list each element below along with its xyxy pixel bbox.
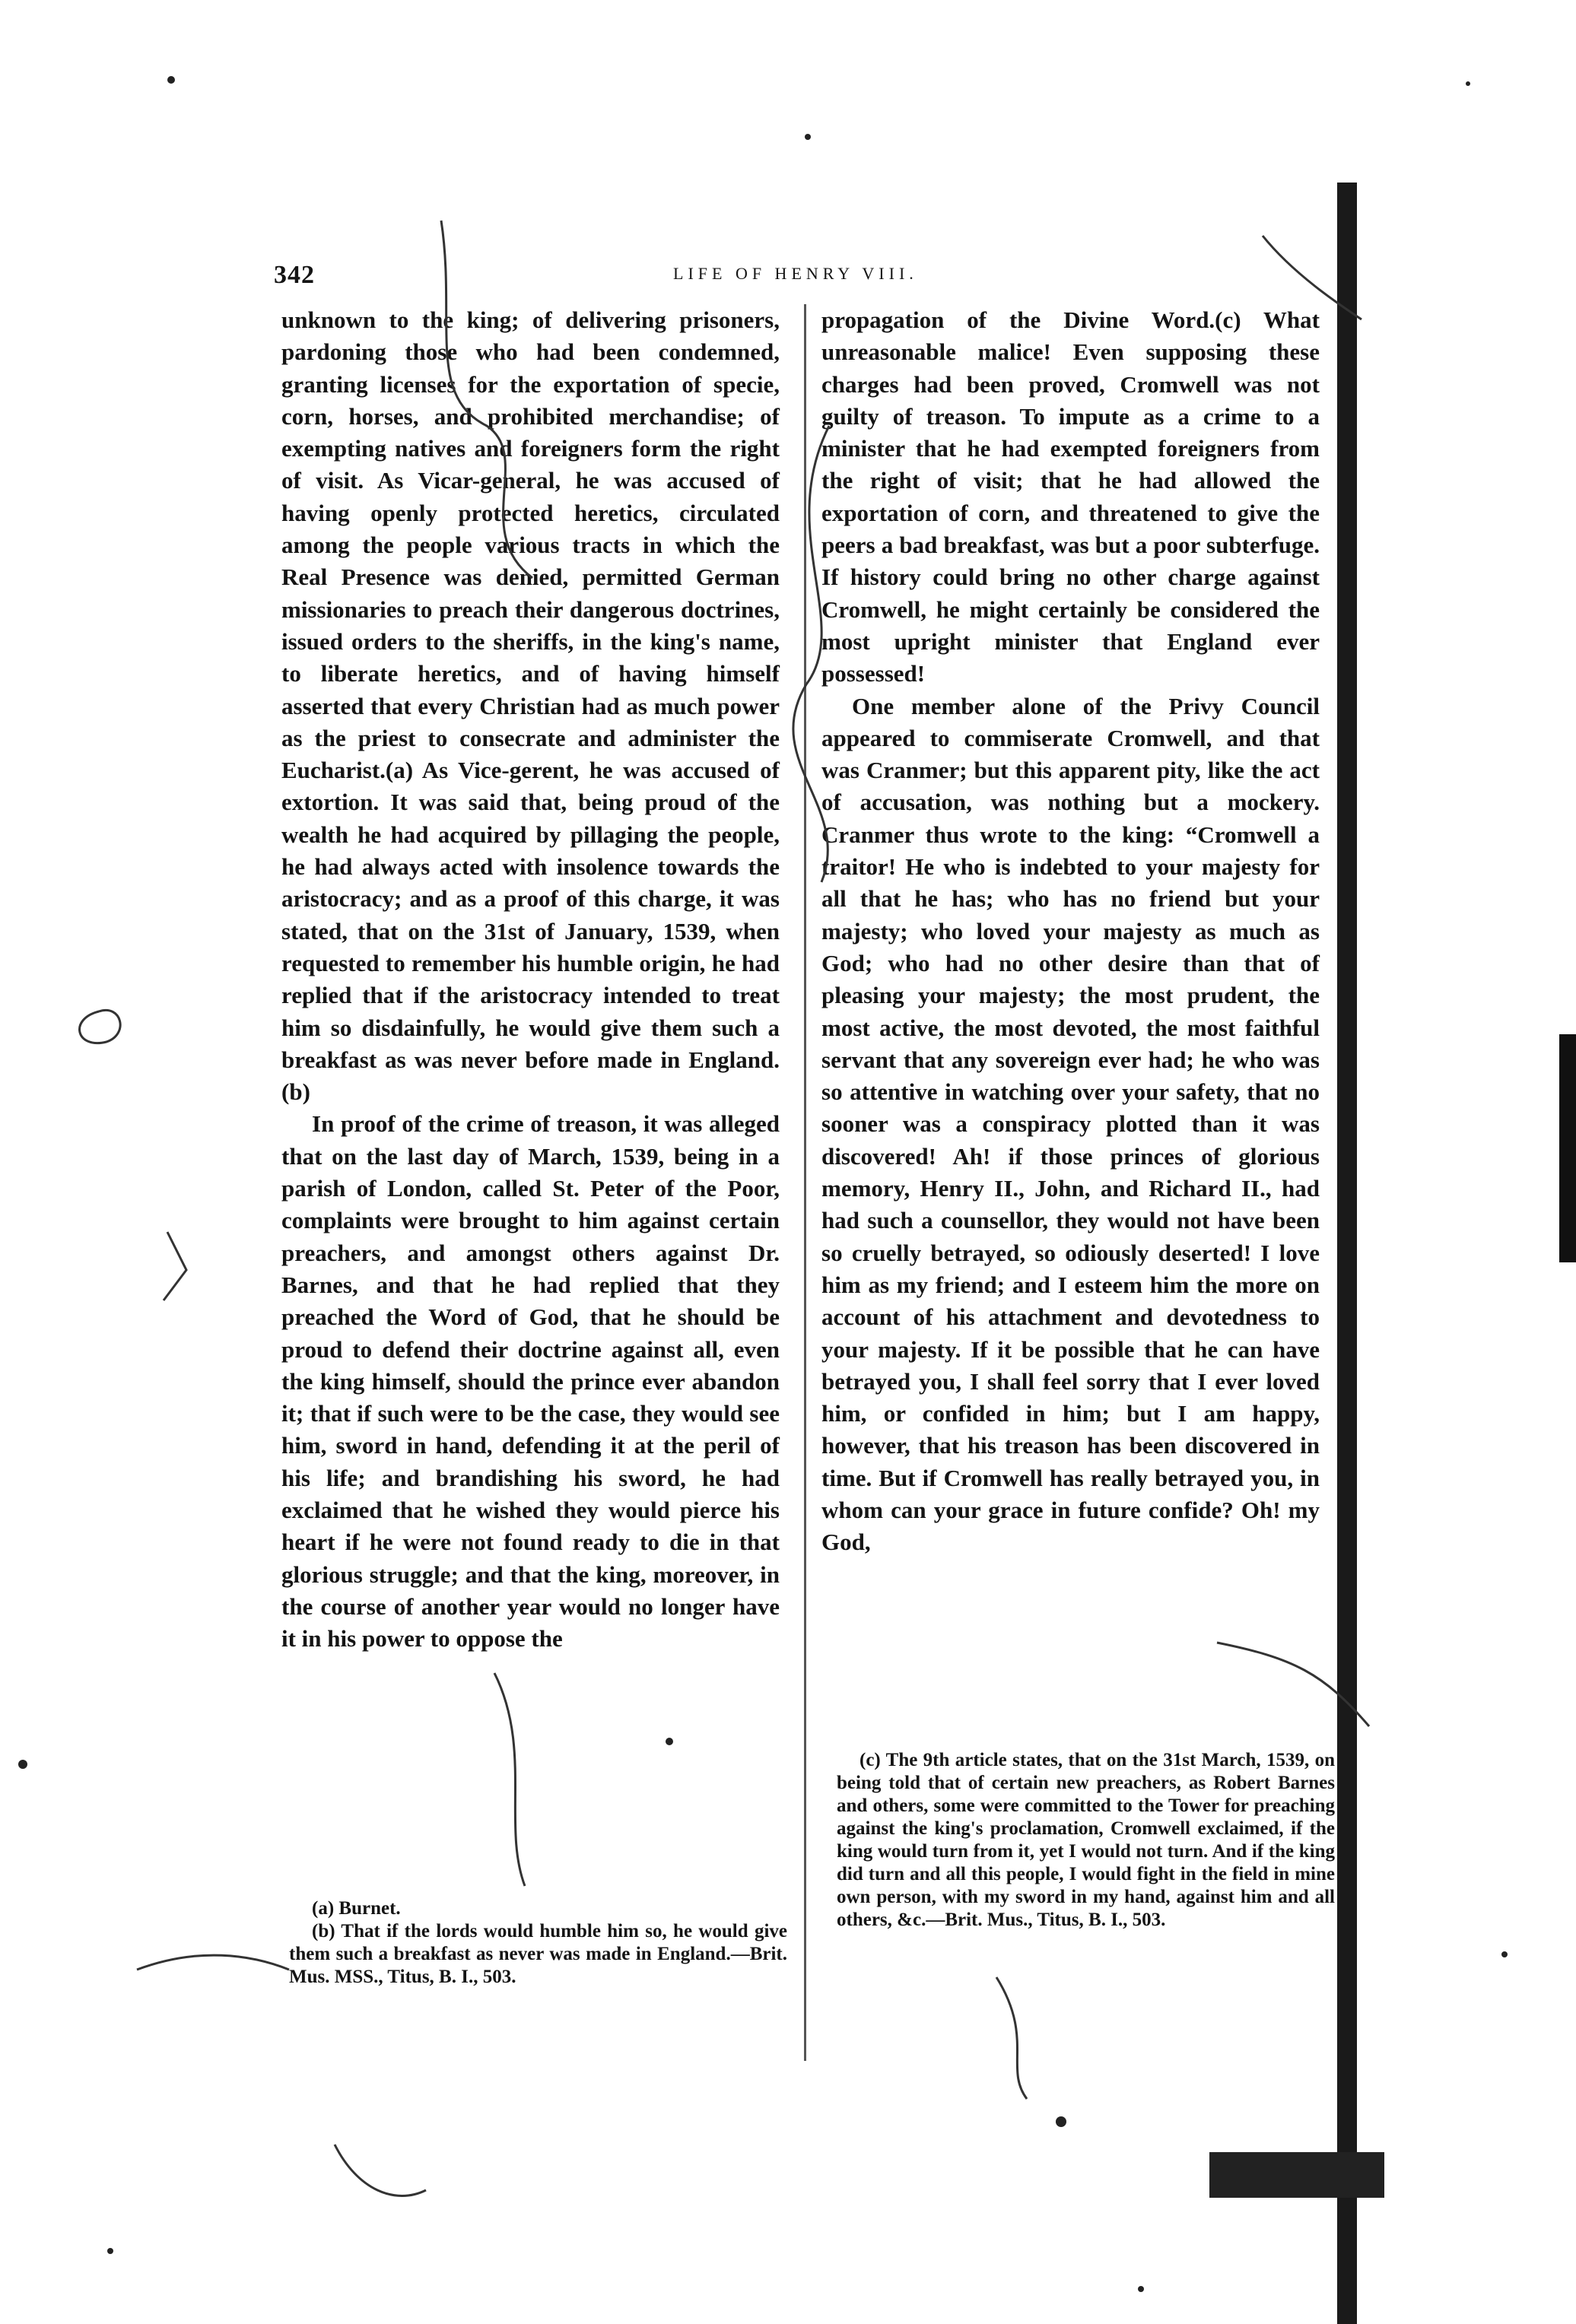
hair-artifact bbox=[1263, 236, 1362, 319]
ink-speck bbox=[18, 1760, 27, 1769]
page-number: 342 bbox=[274, 261, 315, 289]
running-title: LIFE OF HENRY VIII. bbox=[673, 264, 918, 283]
hair-artifact bbox=[494, 1673, 525, 1886]
right-paragraph-1: propagation of the Divine Word.(c) What unreasonable malice! Even supposing these charges had been proved, Cromwell was not guilty of treason. To impute as a crime to a minister that he had exempted foreigners from the right of visit; that he had allowed the exportation of corn, and threatened to give the peers a bad breakfast, was but a poor subterfuge. If history could bring no other charge against Cromwell, he might certainly be considered the most upright minister that England ever possessed! bbox=[821, 306, 1320, 687]
hair-artifact bbox=[137, 1955, 289, 1970]
left-paragraph-2: In proof of the crime of treason, it was alleged that on the last day of March, 1539, being in a parish of London, called St. Peter of the Poor, complaints were brought to him against certain preachers, and amongst others against Dr. Barnes, and that he had replied that they preached the Word of God, that he should be proud to defend their doctrine against all, even the king himself, should the prince ever abandon it; that if such were to be the case, they would see him, sword in hand, defending it at the peril of his life; and brandishing his sword, he had exclaimed that he wished they would pierce his heart if he were not found ready to die in that glorious struggle; and that the king, moreover, in the course of another year would no longer have it in his power to oppose the bbox=[281, 1110, 780, 1653]
left-paragraph-1: unknown to the king; of delivering prisoners, pardoning those who had been condemned, granting licenses for the exportation of specie, corn, horses, and prohibited merchandise; of exempting natives and foreigners form the right of visit. As Vicar-general, he was accused of having openly protected heretics, circulated among the people various tracts in which the Real Presence was denied, permitted German missionaries to preach their dangerous doctrines, issued orders to the sheriffs, in the king's name, to liberate heretics, and of having himself asserted that every Christian had as much power as the priest to consecrate and administer the Eucharist.(a) As Vice-gerent, he was accused of extortion. It was said that, being proud of the wealth he had acquired by pillaging the people, he had always acted with insolence towards the aristocracy; and as a proof of this charge, it was stated, that on the 31st of January, 1539, when requested to remember his humble origin, he had replied that if the aristocracy intended to treat him so disdainfully, he would give them such a breakfast as was never before made in England.(b) bbox=[281, 306, 780, 1106]
hair-artifact bbox=[996, 1977, 1027, 2099]
ink-speck bbox=[1056, 2116, 1066, 2127]
hair-artifact bbox=[335, 2145, 426, 2196]
hair-artifact bbox=[164, 1232, 186, 1300]
ink-speck bbox=[1466, 81, 1470, 86]
footnote-c: (c) The 9th article states, that on the 31st March, 1539, on being told that of certain new preachers, as Robert Barnes and others, some were committed to the Tower for preaching against the king's proclamation, Cromwell exclaimed, if the king would turn from it, yet I would not turn. And if the king did turn and all this people, I would fight in the field in mine own person, with my sword in my hand, against him and all others, &c.—Brit. Mus., Titus, B. I., 503. bbox=[837, 1750, 1335, 1930]
ink-speck bbox=[1501, 1951, 1508, 1957]
right-paragraph-2: One member alone of the Privy Council appeared to commiserate Cromwell, and that was Cranmer; but this apparent pity, like the act of accusation, was nothing but a mockery. Cranmer thus wrote to the king: “Cromwell a traitor! He who is indebted to your majesty for all that he has; who has no friend but your majesty; who loved your majesty as much as God; who had no other desire than that of pleasing your majesty; the most prudent, the most active, the most devoted, the most faithful servant that any sovereign ever had; he who was so attentive in watching over your safety, that no sooner was a conspiracy plotted than it was discovered! Ah! if those princes of glorious memory, Henry II., John, and Richard II., had had such a counsellor, they would not have been so cruelly betrayed, so odiously deserted! I love him as my friend; and I esteem him the more on account of his attachment and devotedness to your majesty. If it be possible that he can have betrayed you, I shall feel sorry that I ever loved him, or confided in him; but I am happy, however, that his treason has been discovered in time. But if Cromwell has really betrayed you, in whom can your grace in future confide? Oh! my God, bbox=[821, 692, 1320, 1556]
hair-artifact bbox=[441, 221, 532, 578]
ink-speck bbox=[107, 2248, 113, 2254]
ink-speck bbox=[805, 134, 811, 140]
ink-speck bbox=[666, 1738, 673, 1745]
ink-speck bbox=[167, 76, 175, 84]
footnote-b: (b) That if the lords would humble him so, he would give them such a breakfast as never was made in England.—Brit. Mus. MSS., Titus, B. I., 503. bbox=[289, 1921, 787, 1987]
footnote-a: (a) Burnet. bbox=[312, 1898, 401, 1919]
ink-speck bbox=[1138, 2286, 1144, 2292]
hair-artifact bbox=[80, 1010, 121, 1043]
hair-artifact bbox=[1217, 1643, 1369, 1726]
hair-artifact bbox=[793, 426, 829, 882]
